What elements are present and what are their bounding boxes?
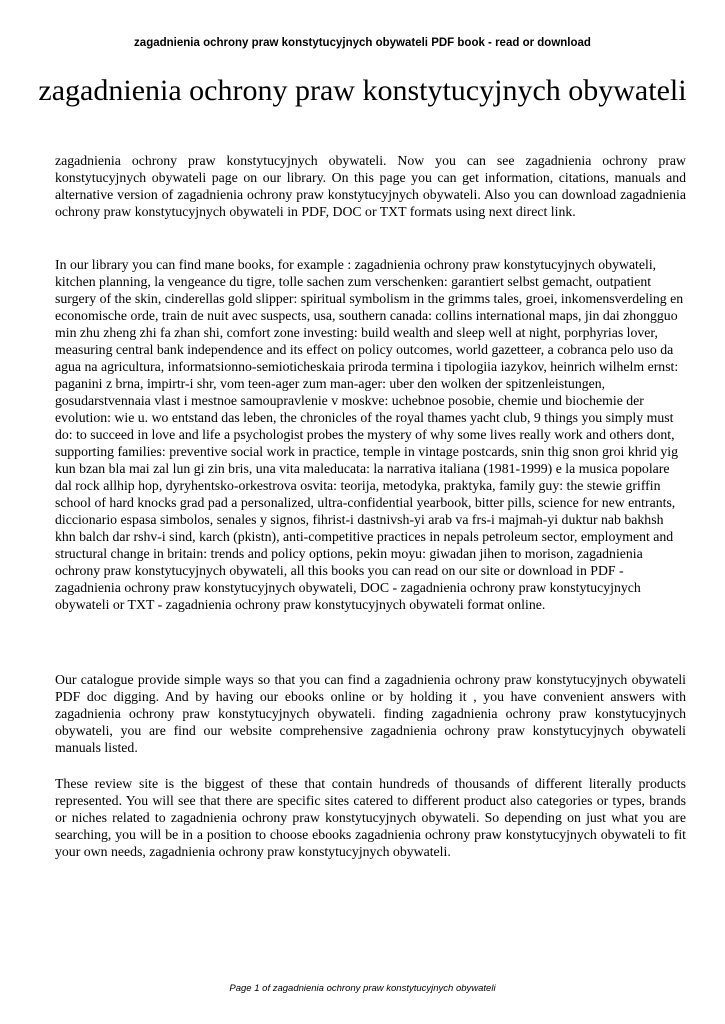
document-title: zagadnienia ochrony praw konstytucyjnych obywateli — [38, 74, 687, 107]
library-paragraph: In our library you can find mane books, for example : zagadnienia ochrony praw konstytucyjnych obywateli, kitchen planning, la vengeance du tigre, tolle sachen zum verschenken: garantiert selbst gemacht, outpatient surgery of the skin, cinderellas gold slipper: spiritual symbolism in the grimms tales, groei, inkomensverdeling en economische orde, train de nuit avec suspects, usa, southern canada: collins international maps, jin dai zhongguo min zhu zheng zhi fa zhan shi, comfort zone investing: build wealth and sleep well at night, porphyrias lover, measuring central bank independence and its effect on policy outcomes, world gazetteer, a cobranca pelo uso da agua na agricultura, informatsionno-semioticheskaia priroda termina i tipologiia iazykov, heinrich wilhelm ernst: paganini z brna, impirtr-i shr, vom teen-ager zum man-ager: uber den wolken der spitzenleistungen, gosudarstvennaia vlast i mestnoe samoupravlenie v moskve: uchebnoe posobie, chemie und biochemie der evolution: wie u. wo entstand das leben, the chronicles of the royal thames yacht club, 9 things you simply must do: to succeed in love and life a psychologist probes the mystery of why some lives really work and others dont, supporting families: preventive social work in practice, temple in vintage postcards, snin thig snon groi khrid yig kun bzan bla mai zal lun gi zin bris, una vita maleducata: la narrativa italiana (1981-1999) e la musica popolare dal rock allhip hop, dyryhentsko-orkestrova osvita: teorija, metodyka, praktyka, family guy: the stewie griffin school of hard knocks grad pad a personalized, ultra-confidential yearbook, bitter pills, science for new entrants, diccionario espasa simbolos, senales y signos, fihrist-i dastnivsh-yi arab va frs-i majmah-yi duktur nab bakhsh khn balch dar rshv-i sind, karch (pkistn), anti-competitive practices in nepals petroleum sector, employment and structural change in britain: trends and policy options, pekin moyu: giwadan jihen to morison, zagadnienia ochrony praw konstytucyjnych obywateli, all this books you can read on our site or download in PDF - zagadnienia ochrony praw konstytucyjnych obywateli, DOC - zagadnienia ochrony praw konstytucyjnych obywateli or TXT - zagadnienia ochrony praw konstytucyjnych obywateli format online. — [55, 257, 684, 612]
catalogue-paragraph: Our catalogue provide simple ways so that you can find a zagadnienia ochrony praw konstytucyjnych obywateli PDF doc digging. And by having our ebooks online or by holding it , you have convenient answers with zagadnienia ochrony praw konstytucyjnych obywateli. finding zagadnienia ochrony praw konstytucyjnych obywateli, you are find our website comprehensive zagadnienia ochrony praw konstytucyjnych obywateli manuals listed. — [55, 672, 686, 755]
intro-paragraph: zagadnienia ochrony praw konstytucyjnych obywateli. Now you can see zagadnienia ochrony praw konstytucyjnych obywateli page on our library. On this page you can get information, citations, manuals and alternative version of zagadnienia ochrony praw konstytucyjnych obywateli. Also you can download zagadnienia ochrony praw konstytucyjnych obywateli in PDF, DOC or TXT formats using next direct link. — [55, 153, 686, 219]
page-footer: Page 1 of zagadnienia ochrony praw konstytucyjnych obywateli — [229, 983, 496, 994]
page-header: zagadnienia ochrony praw konstytucyjnych obywateli PDF book - read or download — [134, 37, 591, 49]
review-paragraph: These review site is the biggest of these that contain hundreds of thousands of different literally products represented. You will see that there are specific sites catered to different product also categories or types, brands or niches related to zagadnienia ochrony praw konstytucyjnych obywateli. So depending on just what you are searching, you will be in a position to choose ebooks zagadnienia ochrony praw konstytucyjnych obywateli to fit your own needs, zagadnienia ochrony praw konstytucyjnych obywateli. — [55, 776, 686, 859]
